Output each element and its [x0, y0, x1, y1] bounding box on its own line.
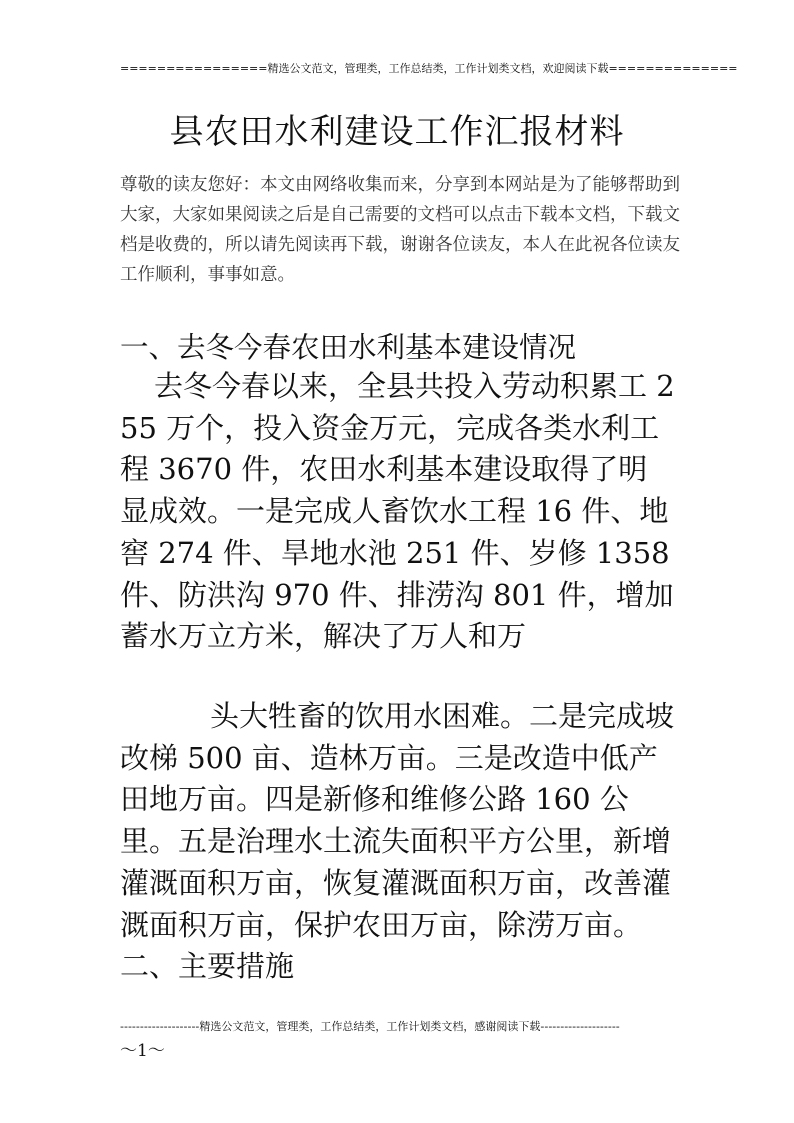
intro-notice: 尊敬的读友您好：本文由网络收集而来，分享到本网站是为了能够帮助到大家，大家如果阅读之后是自己需要的文档可以点击下载本文档，下载文档是收费的，所以请先阅读再下载，谢谢各位读友，本人在此祝各位读友工作顺利，事事如意。: [120, 175, 680, 285]
body-paragraph: 头大牲畜的饮用水困难。二是完成坡改梯 500 亩、造林万亩。三是改造中低产田地万亩。四是新修和维修公路 160 公里。五是治理水土流失面积平方公里，新增灌溉面积万亩，恢复灌溉面积万亩，改善灌溉面积万亩，保护农田万亩，除涝万亩。二、主要措施: [120, 699, 675, 984]
page-number: ～1～: [120, 1041, 165, 1061]
section-heading: 一、去冬今春农田水利基本建设情况: [120, 331, 577, 364]
page-footer-banner: --------------------精选公文范文，管理类，工作总结类，工作计划类文档，感谢阅读下载--------------------: [120, 1020, 620, 1033]
document-title: 县农田水利建设工作汇报材料: [169, 112, 625, 152]
body-paragraph: 去冬今春以来，全县共投入劳动积累工 255 万个，投入资金万元，完成各类水利工程 3670 件，农田水利基本建设取得了明显成效。一是完成人畜饮水工程 16 件、地窖 274 件、旱地水池 251 件、岁修 1358 件、防洪沟 970 件、排涝沟 801 件，增加蓄水万立方米，解决了万人和万: [120, 369, 675, 654]
page-header-banner: ================精选公文范文，管理类，工作总结类，工作计划类文档，欢迎阅读下载==============: [120, 62, 738, 75]
